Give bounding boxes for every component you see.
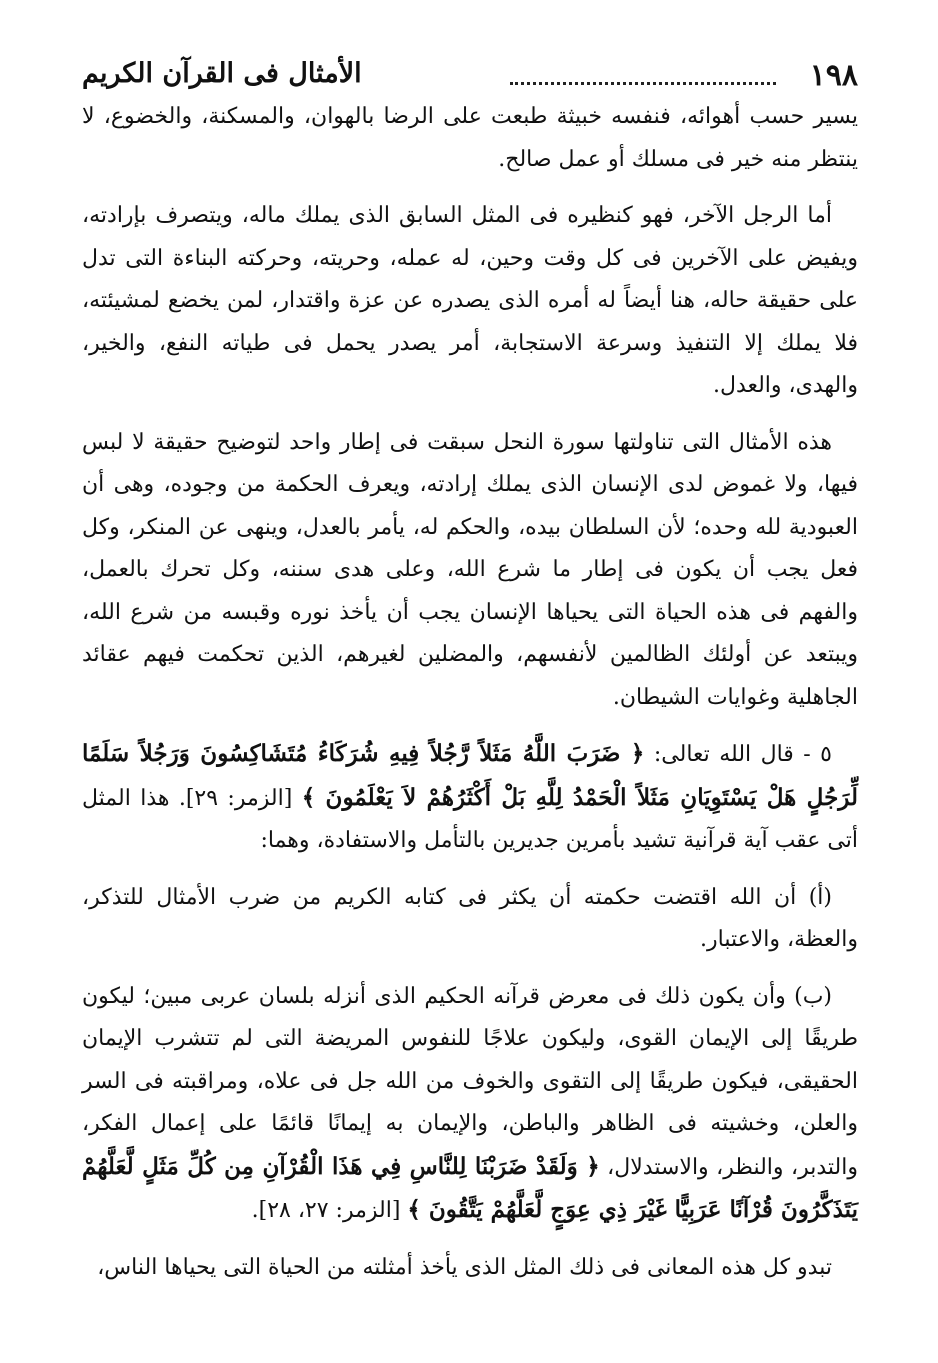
paragraph-5-point-a: (أ) أن الله اقتضت حكمته أن يكثر فى كتابه الكريم من ضرب الأمثال للتذكر، والعظة، والاعتبار. — [82, 884, 858, 952]
page-number: ١٩٨ — [809, 58, 858, 93]
paragraph-6-after: [الزمر: ٢٧، ٢٨]. — [251, 1198, 408, 1223]
paragraph-3: هذه الأمثال التى تناولتها سورة النحل سبقت فى إطار واحد لتوضيح حقيقة لا لبس فيها، ولا غموض لدى الإنسان الذى يملك إرادته، ويعرف الحكمة من وجوده، وهى أن العبودية لله وحده؛ لأن السلطان بيده، والحكم له، يأمر بالعدل، وينهى عن المنكر، وكل فعل يجب أن يكون فى إطار ما شرع الله، وعلى هدى سننه، وكل تحرك بالعمل، والفهم فى هذه الحياة التى يحياها الإنسان يجب أن يأخذ نوره وقبسه من شرع الله، ويبتعد عن أولئك الظالمين لأنفسهم، والمضلين لغيرهم، الذين تحكمت فيهم عقائد الجاهلية وغوايات الشيطان. — [82, 429, 858, 710]
paragraph-4-intro: ٥ - قال الله تعالى: — [644, 742, 832, 767]
quran-verse-zumar-29: ﴿ ضَرَبَ اللَّهُ مَثَلاً رَّجُلاً فِيهِ شُرَكَاءُ مُتَشَاكِسُونَ وَرَجُلاً سَلَمًا لِّرَجُلٍ هَلْ يَسْتَوِيَانِ مَثَلاً الْحَمْدُ لِلَّهِ بَلْ أَكْثَرُهُمْ لاَ يَعْلَمُونَ ﴾ — [82, 740, 858, 811]
page-header — [82, 52, 858, 96]
quran-verse-zumar-27-28: ﴿ وَلَقَدْ ضَرَبْنَا لِلنَّاسِ فِي هَذَا الْقُرْآنِ مِن كُلِّ مَثَلٍ لَّعَلَّهُمْ يَتَذَكَّرُونَ قُرْآنًا عَرَبِيًّا غَيْرَ ذِي عِوَجٍ لَّعَلَّهُمْ يَتَّقُونَ ﴾ — [82, 1152, 858, 1223]
paragraph-6-point-b — [82, 976, 858, 1233]
paragraph-4-after: [الزمر: ٢٩]. هذا المثل أتى عقب آية قرآنية تشيد بأمرين جديرين بالتأمل والاستفادة، وهما: — [82, 785, 858, 853]
page-body — [82, 96, 858, 1289]
header-dotted-leader — [510, 82, 776, 85]
paragraph-6-intro: (ب) وأن يكون ذلك فى معرض قرآنه الحكيم الذى أنزله بلسان عربى مبين؛ ليكون طريقًا إلى الإيمان القوى، وليكون علاجًا للنفوس المريضة التى لم تتشرب الإيمان الحقيقى، فيكون طريقًا إلى التقوى والخوف من الله جل فى علاه، ومراقبته فى السر والعلن، وخشيته فى الظاهر والباطن، والإيمان به إيمانًا قائمًا على إعمال الفكر، والتدبر، والنظر، والاستدلال، — [82, 983, 858, 1180]
paragraph-4-verse-zumar-29 — [82, 733, 858, 863]
paragraph-2: أما الرجل الآخر، فهو كنظيره فى المثل السابق الذى يملك ماله، ويتصرف بإرادته، ويفيض على الآخرين فى كل وقت وحين، له عمله، وحريته، وحركته البناءة التى تدل على حقيقة حاله، هنا أيضاً له أمره الذى يصدره عن عزة واقتدار، لمن يخضع لمشيئته، فلا يملك إلا التنفيذ وسرعة الاستجابة، أمر يصدر يحمل فى طياته النفع، والخير، والهدى، والعدل. — [82, 203, 858, 398]
paragraph-7: تبدو كل هذه المعانى فى ذلك المثل الذى يأخذ أمثلته من الحياة التى يحياها الناس، — [97, 1254, 832, 1280]
running-title: الأمثال فى القرآن الكريم — [82, 58, 362, 89]
paragraph-1: يسير حسب أهوائه، فنفسه خبيثة طبعت على الرضا بالهوان، والمسكنة، والخضوع، لا ينتظر منه خير فى مسلك أو عمل صالح. — [82, 104, 858, 172]
